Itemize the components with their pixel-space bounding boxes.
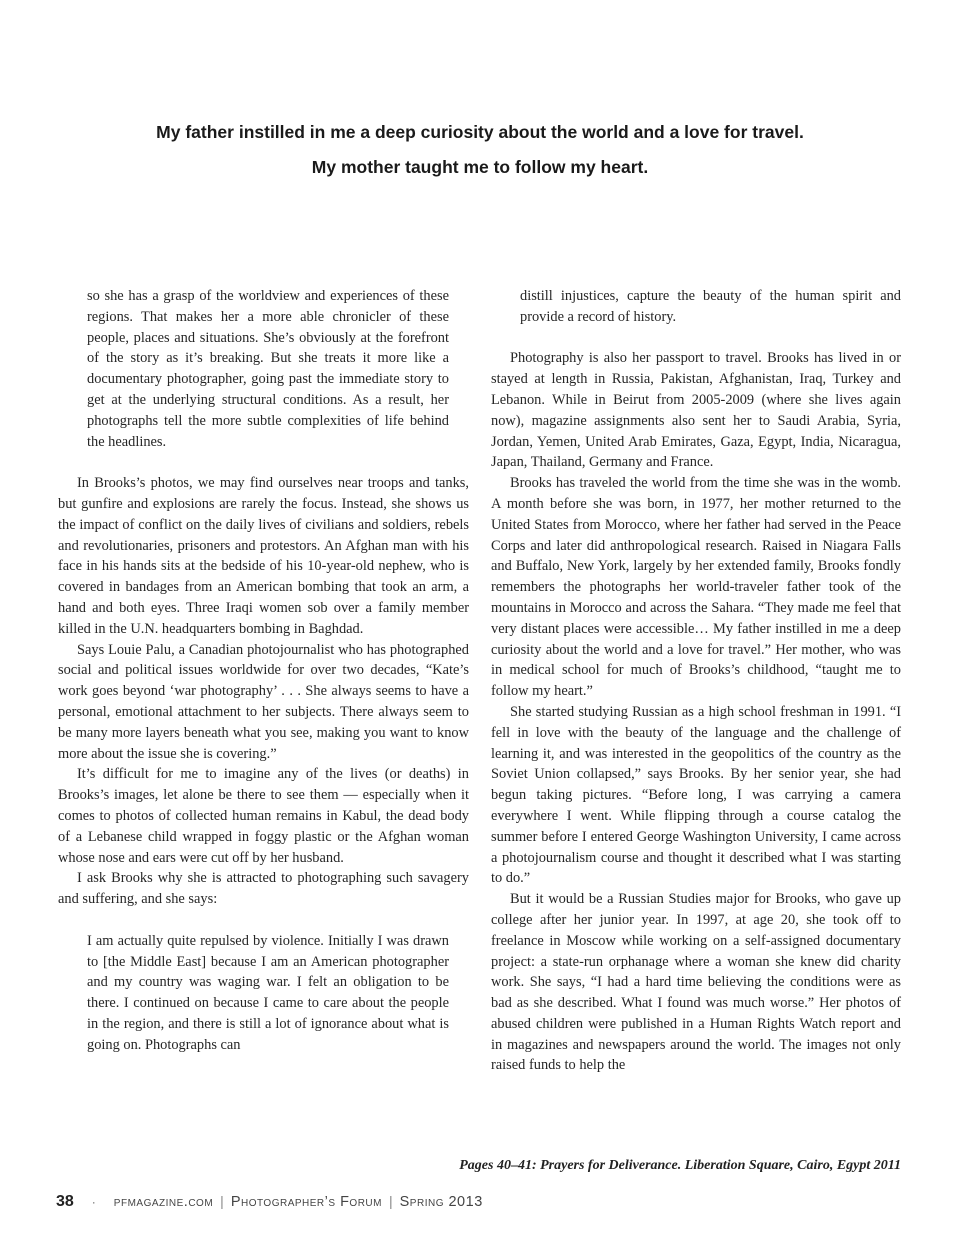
page-number: 38: [56, 1193, 74, 1210]
left-column: [58, 286, 469, 1055]
footer-site: pfmagazine.com: [113, 1194, 214, 1210]
left-paragraph-2: Says Louie Palu, a Canadian photojournalist who has photographed social and political issues worldwide for over two decades, “Kate’s work goes beyond ‘war photography’ . . . She always seems to have a personal, emotional attachment to her subjects. There always seem to be many more layers beneath what you see, making you want to know more about the issue she is covering.”: [58, 641, 469, 762]
footer-magazine: Photographer’s Forum: [230, 1194, 382, 1210]
right-column: [491, 286, 901, 1076]
footer-separator: |: [220, 1193, 224, 1209]
right-paragraph-2: Brooks has traveled the world from the time she was in the womb. A month before she was born, in 1977, her mother returned to the United States from Morocco, where her father had served in the Peace Corps and later did anthropological research. Raised in Niagara Falls and Buffalo, New York, largely by her extended family, Brooks fondly remembers the photographs her world-traveler father took of the mountains in Morocco and across the Sahara. “They made me feel that very distant places were accessible… My father instilled in me a deep curiosity about the world and a love for travel.” Her mother, who was in medical school for much of Brooks’s childhood, “taught me to follow my heart.”: [491, 475, 901, 700]
pull-quote-line-1: My father instilled in me a deep curiosity about the world and a love for travel.: [156, 122, 804, 142]
photo-caption: Pages 40–41: Prayers for Deliverance. Liberation Square, Cairo, Egypt 2011: [459, 1158, 901, 1173]
footer-separator: |: [388, 1193, 393, 1209]
left-paragraph-4: I ask Brooks why she is attracted to photographing such savagery and suffering, and she says:: [58, 870, 469, 908]
right-paragraph-1: Photography is also her passport to travel. Brooks has lived in or stayed at length in Russia, Pakistan, Afghanistan, Iraq, Turkey and Lebanon. While in Beirut from 2005-2009 (where she lives again now), magazine assignments also sent her to Saudi Arabia, Syria, Jordan, Yemen, United Arab Emirates, Gaza, Egypt, India, Nicaragua, Japan, Thailand, Germany and France.: [491, 350, 901, 471]
left-quote-block-2: I am actually quite repulsed by violence. Initially I was drawn to [the Middle East] because I am an American photographer and my country was waging war. I felt an obligation to be there. I continued on because I came to care about the people in the region, and there is still a lot of ignorance about what is going on. Photographs can: [87, 932, 449, 1053]
pull-quote-line-2: My mother taught me to follow my heart.: [311, 157, 649, 177]
right-paragraph-4: But it would be a Russian Studies major for Brooks, who gave up college after her junior year. In 1997, at age 20, she took off to freelance in Moscow while working on a self-assigned documentary project: a state-run orphanage where a woman she knew did charity work. She says, “I had a hard time believing the conditions were as bad as she described. What I found was much worse.” Her photos of abused children were published in a Human Rights Watch report and in magazines and newspapers around the world. The images not only raised funds to help the: [491, 891, 901, 1074]
footer-bullet: ·: [91, 1195, 96, 1209]
left-paragraph-3: It’s difficult for me to imagine any of the lives (or deaths) in Brooks’s images, let alone be there to see them — especially when it comes to photos of collected human remains in Kabul, the dead body of a Lebanese child wrapped in foggy plastic or the Afghan woman whose nose and ears were cut off by her husband.: [58, 766, 469, 866]
right-quote-block: distill injustices, capture the beauty of the human spirit and provide a record of history.: [520, 288, 901, 325]
footer-issue: Spring 2013: [399, 1194, 483, 1210]
left-quote-block: so she has a grasp of the worldview and experiences of these regions. That makes her a more able chronicler of these people, places and situations. She’s obviously at the forefront of the story as it’s breaking. But she treats it more like a documentary photographer, going past the immediate story to get at the underlying structural conditions. As a result, her photographs tell the more subtle complexities of life behind the headlines.: [87, 288, 449, 450]
right-paragraph-3: She started studying Russian as a high school freshman in 1991. “I fell in love with the beauty of the language and the challenge of learning it, and was interested in the geopolitics of the country as the Soviet Union collapsed,” says Brooks. By her senior year, she had begun taking pictures. “Before long, I was carrying a camera everywhere I went. While flipping through a course catalog the summer before I entered George Washington University, I came across a photojournalism course and thought it described what I was starting to do.”: [491, 703, 901, 887]
pull-quote: [0, 115, 960, 185]
page-footer: [56, 1193, 483, 1211]
left-paragraph-1: In Brooks’s photos, we may find ourselves near troops and tanks, but gunfire and explosions are rarely the focus. Instead, she shows us the impact of conflict on the daily lives of civilians and soldiers, rebels and revolutionaries, prisoners and protestors. An Afghan man with his face in his hands sits at the bedside of his 10-year-old nephew, who is covered in bandages from an American bombing that took an arm, a hand and both eyes. Three Iraqi women sob over a family member killed in the U.N. headquarters bombing in Baghdad.: [58, 475, 469, 637]
